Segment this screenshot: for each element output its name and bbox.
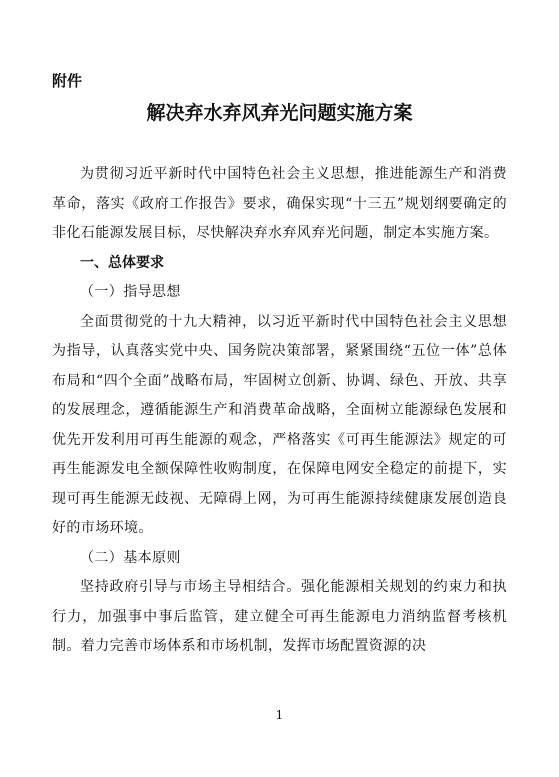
basic-principles-paragraph: 坚持政府引导与市场主导相结合。强化能源相关规划的约束力和执行力，加强事中事后监管，建立健全可再生能源电力消纳监督考核机制。着力完善市场体系和市场机制，发挥市场配置资源的决 [52, 579, 507, 654]
section-heading-general-requirements: 一、总体要求 [80, 254, 164, 271]
subsection-heading-basic-principles: （二）基本原则 [80, 549, 181, 566]
guiding-ideology-paragraph: 全面贯彻党的十九大精神，以习近平新时代中国特色社会主义思想为指导，认真落实党中央、国务院决策部署，紧紧围绕“五位一体”总体布局和“四个全面”战略布局，牢固树立创新、协调、绿色、开放、共享的发展理念，遵循能源生产和消费革命战略，全面树立能源绿色发展和优先开发利用可再生能源的观念，严格落实《可再生能源法》规定的可再生能源发电全额保障性收购制度，在保障电网安全稳定的前提下，实现可再生能源无歧视、无障碍上网，为可再生能源持续健康发展创造良好的市场环境。 [52, 313, 507, 536]
subsection-heading-guiding-ideology: （一）指导思想 [80, 284, 181, 300]
intro-paragraph: 为贯彻习近平新时代中国特色社会主义思想，推进能源生产和消费革命，落实《政府工作报告》要求，确保实现“十三五”规划纲要确定的非化石能源发展目标，尽快解决弃水弃风弃光问题，制定本实施方案。 [52, 166, 507, 241]
page-number: 1 [275, 708, 284, 722]
attachment-label: 附件 [52, 72, 83, 90]
document-title: 解决弃水弃风弃光问题实施方案 [146, 102, 413, 124]
